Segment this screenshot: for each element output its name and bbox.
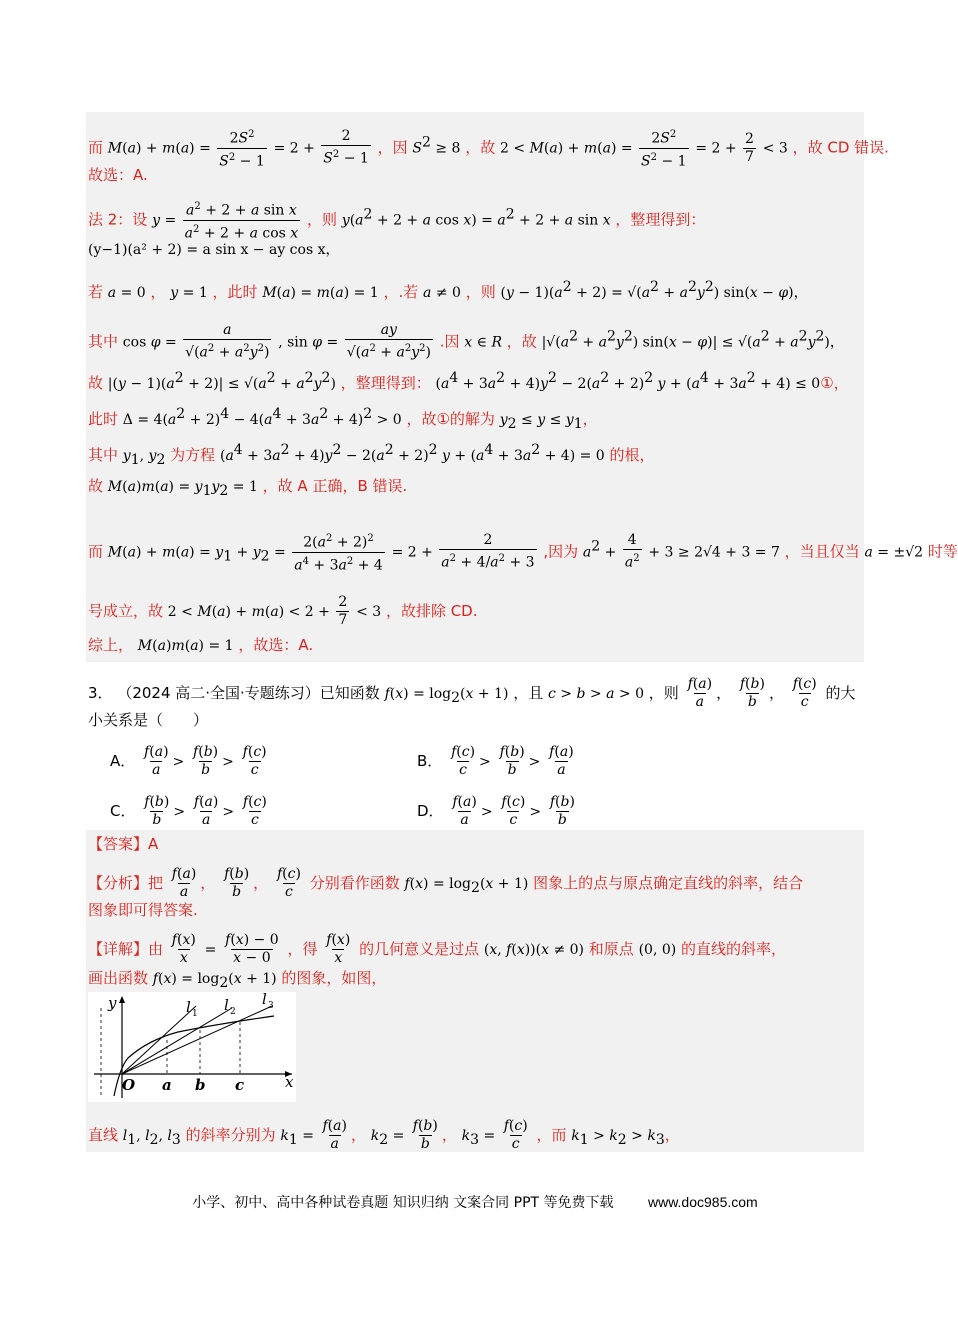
option-c[interactable]: C． $\frac{f(b)}{b}$ > $\frac{f(a)}{a}$ > $\frac{f(c)}{c}$ — [110, 794, 267, 828]
solution-line-9: 其中 $y_1$, $y_2$ 为方程 $(a^4 + 3a^2 + 4)y^2 - 2(a^2 + 2)^2$ $y + (a^4 + 3a^2 + 4) = 0$ 的根， — [88, 442, 655, 468]
function-graph-figure — [88, 992, 296, 1102]
label-l1-sub: 1 — [192, 1009, 198, 1019]
solution-line-3: 法 2：设 y = $\frac{a^2 + 2 + a \sin x}{a^2 + 2 + a \cos x}$ ，则 $y(a^2 + 2 + a$ $\cos x) = a^2 + 2 + a$ sin x ，整理得到： — [88, 201, 706, 242]
option-b[interactable]: B． $\frac{f(c)}{c}$ > $\frac{f(b)}{b}$ > $\frac{f(a)}{a}$ — [417, 744, 574, 778]
solution-line-7: 故 $|(y - 1)(a^2 + 2)| \le √(a^2 + a^2y^2)$ ，整理得到： $(a^4 + 3a^2 + 4)y^2 - 2(a^2 + 2)^2$ $y + (a^4 + 3a^2 + 4)$ ≤ 0①， — [88, 370, 849, 392]
solution-line-13: 综上， M(a)m(a) = 1 ，故选：A. — [88, 636, 314, 654]
solution-line-12: 号成立，故 2 < M(a) + m(a) < 2 + $\frac{2}{7}$ < 3 ，故排除 CD. — [88, 594, 478, 628]
final-line: 直线 $l_1$, $l_2$, $l_3$ 的斜率分别为 $k_1$ = $\frac{f(a)}{a}$ ， $k_2$ = $\frac{f(b)}{b}$ ， $k_3$ = $\frac{f(c)}{c}$ ，而 $k_1 > k_2 > k_3$， — [88, 1118, 680, 1152]
option-a[interactable]: A． $\frac{f(a)}{a}$ > $\frac{f(b)}{b}$ > $\frac{f(c)}{c}$ — [110, 744, 267, 778]
label-l3-sub: 3 — [268, 1001, 274, 1011]
label-y: y — [108, 994, 117, 1012]
label-c: c — [235, 1076, 245, 1094]
label-b: b — [195, 1076, 206, 1094]
question-3-stem: 3． （2024 高二·全国·专题练习）已知函数 $f(x) = \log_2(x + 1)$ ，且 c > b > a > 0 ，则 $\frac{f(a)}{a}$ ， $\frac{f(b)}{b}$ ， $\frac{f(c)}{c}$ 的大 — [88, 676, 856, 710]
solution-line-2: 故选：A. — [88, 166, 148, 184]
solution-line-8: 此时 $\Delta = 4(a^2 + 2)^4 - 4(a^4 + 3a^2 + 4)^2 > 0$ ，故①的解为 $y_2 \le y \le y_1$， — [88, 406, 598, 432]
footer-text: 小学、初中、高中各种试卷真题 知识归纳 文案合同 PPT 等免费下载 — [192, 1195, 614, 1211]
label-a: a — [162, 1076, 172, 1094]
detail-line: 【详解】由 $\frac{f(x)}{x}$ = $\frac{f(x) - 0}{x - 0}$ ，得 $\frac{f(x)}{x}$ 的几何意义是过点 (x, f(x))(x ≠ 0) 和原点 (0, 0) 的直线的斜率， — [88, 932, 787, 966]
footer-url-link[interactable]: www.doc985.com — [647, 1194, 758, 1210]
analysis-line: 【分析】把 $\frac{f(a)}{a}$ ， $\frac{f(b)}{b}$ ， $\frac{f(c)}{c}$ 分别看作函数 $f(x) = \log_2(x + 1)$ 图象上的点与原点确定直线的斜率，结合 — [88, 866, 804, 900]
solution-line-4: (y−1)(a² + 2) = a sin x − ay cos x， — [88, 242, 340, 258]
draw-line: 画出函数 $f(x) = \log_2(x + 1)$ 的图象，如图， — [88, 969, 387, 991]
solution-line-11: 而 $M(a) + m(a) = y_1 + y_2$ = $\frac{2(a^2 + 2)^2}{a^4 + 3a^2 + 4}$ = 2 + $\frac{2}{a^2 + 4/a^2 + 3}$ ,因为 $a^2$ + $\frac{4}{a^2}$ + 3 ≥ 2√4 + 3 = 7 ，当且仅当 a = ±√2 时等 — [88, 532, 958, 574]
solution-line-5: 若 a = 0 ， y = 1 ，此时 M(a) = m(a) = 1 ，.若 a ≠ 0 ，则 $(y - 1)(a^2 + 2) = √(a^2 + a^2y^2)$ sin(x − φ)， — [88, 279, 808, 301]
solution-line-10: 故 $M(a)m(a) = y_1y_2 = 1$ ，故 A 正确，B 错误. — [88, 477, 408, 499]
solution-line-6: 其中 cos φ = $\frac{a}{√(a^2 + a^2y^2)}$ , sin φ = $\frac{ay}{√(a^2 + a^2y^2)}$ .因 x ∈ R ，故 $|√(a^2 + a^2y^2) \sin(x - \varphi)| \le √(a^2 + a^2y^2)$， — [88, 322, 844, 361]
label-l1: l — [186, 998, 191, 1016]
option-d[interactable]: D． $\frac{f(a)}{a}$ > $\frac{f(c)}{c}$ > $\frac{f(b)}{b}$ — [417, 794, 575, 828]
label-l2-sub: 2 — [230, 1007, 236, 1017]
page-footer — [0, 1192, 950, 1212]
label-l2: l — [224, 996, 229, 1014]
label-origin: O — [122, 1076, 136, 1094]
answer-label: 【答案】A — [88, 835, 159, 853]
solution-line-1: 而 M(a) + m(a) = $\frac{2S^2}{S^2 - 1}$ = 2 + $\frac{2}{S^2 - 1}$ ，因 $S^2 \ge 8$ ，故 2 < M(a) + m(a) = $\frac{2S^2}{S^2 - 1}$ = 2 + $\frac{2}{7}$ < 3 ，故 CD 错误. — [88, 128, 889, 170]
label-l3: l — [262, 990, 267, 1008]
label-x: x — [285, 1073, 294, 1091]
question-3-stem-line2: 小关系是（ ） — [88, 711, 209, 729]
analysis-line-2: 图象即可得答案. — [88, 901, 198, 919]
